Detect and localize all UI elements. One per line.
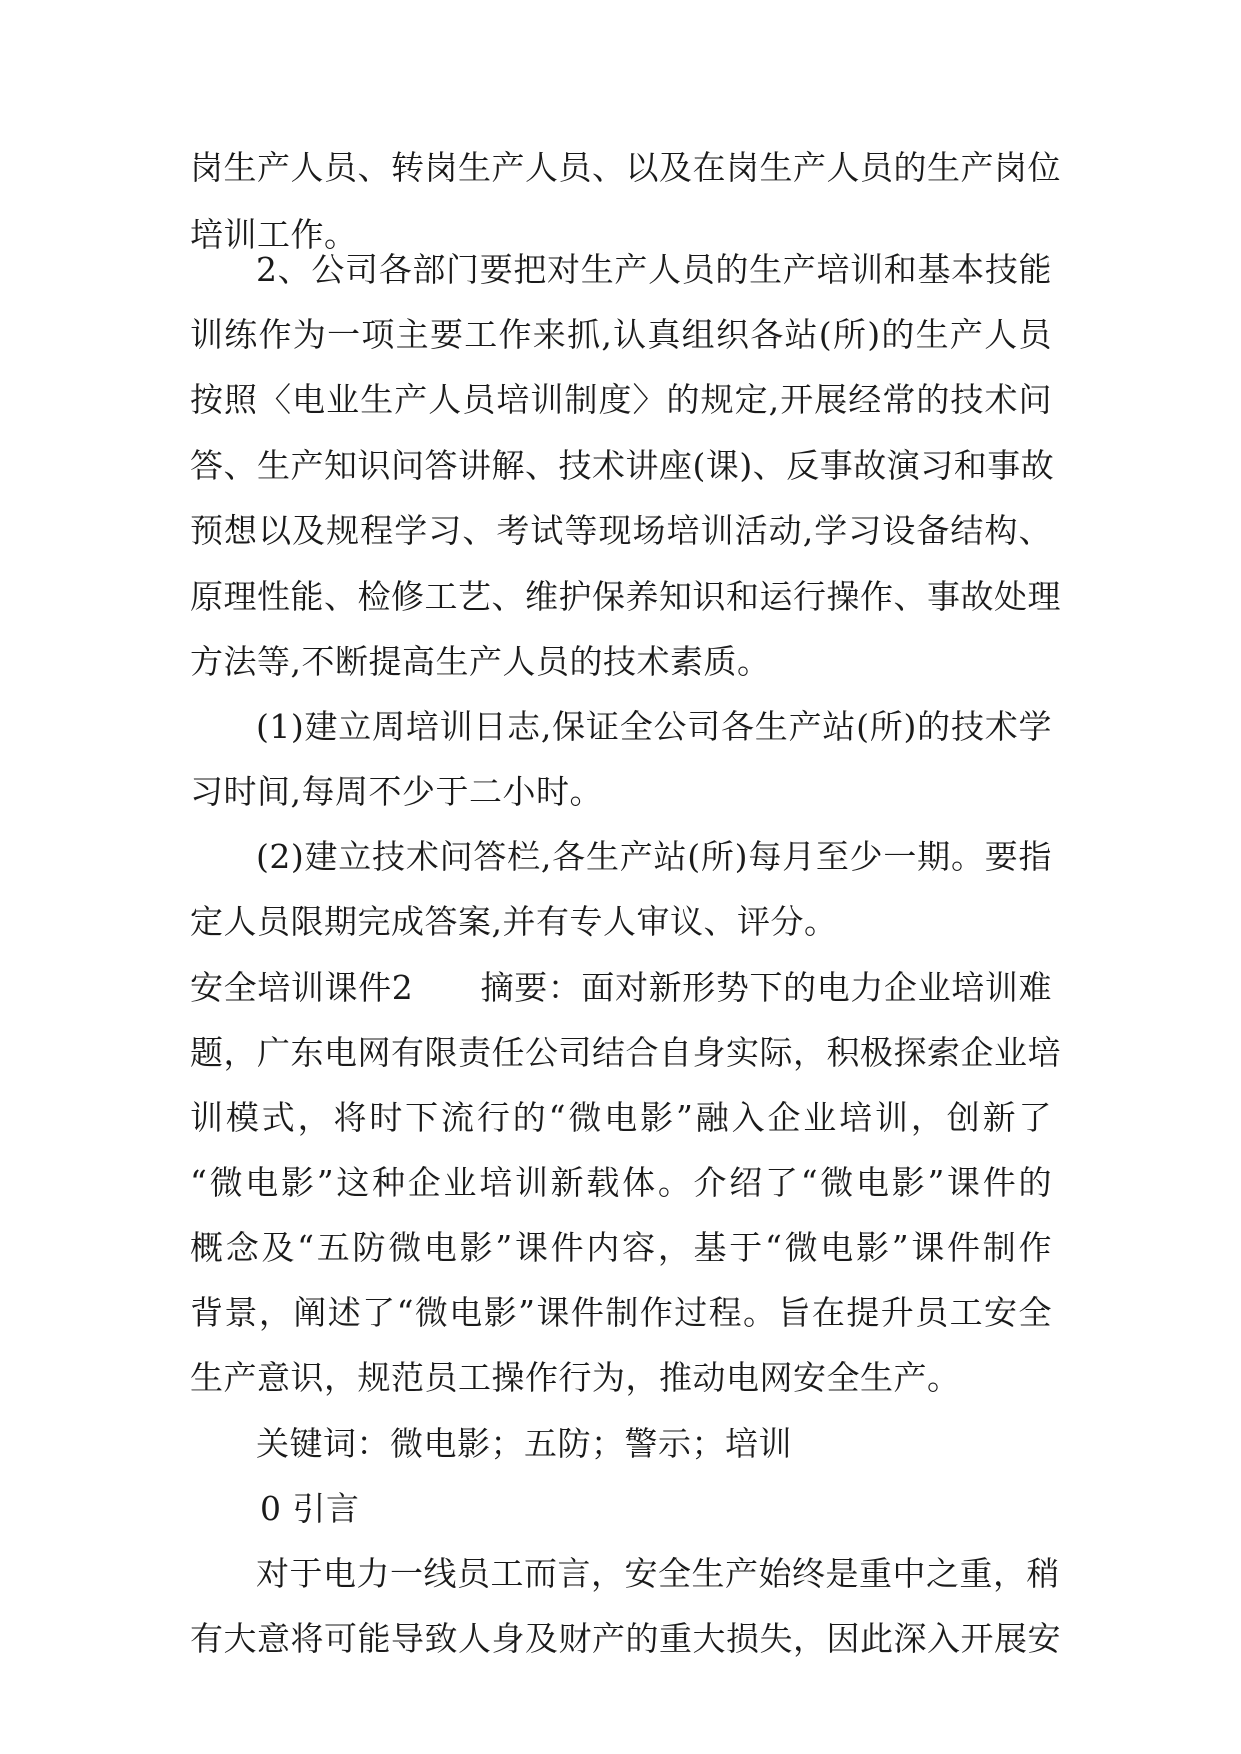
text-line: 有大意将可能导致人身及财产的重大损失，因此深入开展安 <box>190 1619 1061 1658</box>
text-line: (2)建立技术问答栏,各生产站(所)每月至少一期。要指 <box>256 837 1052 876</box>
text-line: “微电影”这种企业培训新载体。介绍了“微电影”课件的 <box>190 1163 1052 1202</box>
text-line: 背景，阐述了“微电影”课件制作过程。旨在提升员工安全 <box>190 1293 1052 1332</box>
text-line: 培训工作。 <box>190 215 358 254</box>
text-line: 预想以及规程学习、考试等现场培训活动,学习设备结构、 <box>190 511 1052 550</box>
section-heading: 0 引言 <box>260 1489 360 1528</box>
text-line: 习时间,每周不少于二小时。 <box>190 772 603 811</box>
text-line: 生产意识，规范员工操作行为，推动电网安全生产。 <box>190 1358 961 1397</box>
keywords-line: 关键词：微电影；五防；警示；培训 <box>256 1424 792 1463</box>
text-line: 岗生产人员、转岗生产人员、以及在岗生产人员的生产岗位 <box>190 148 1061 187</box>
text-line: 训模式，将时下流行的“微电影”融入企业培训，创新了 <box>190 1098 1052 1137</box>
text-line: 原理性能、检修工艺、维护保养知识和运行操作、事故处理 <box>190 577 1061 616</box>
text-line: 安全培训课件2 摘要：面对新形势下的电力企业培训难 <box>190 968 1052 1007</box>
text-line: 方法等,不断提高生产人员的技术素质。 <box>190 642 771 681</box>
text-line: 2、公司各部门要把对生产人员的生产培训和基本技能 <box>256 250 1052 289</box>
text-line: 答、生产知识问答讲解、技术讲座(课)、反事故演习和事故 <box>190 446 1055 485</box>
text-line: (1)建立周培训日志,保证全公司各生产站(所)的技术学 <box>256 707 1052 746</box>
text-line: 训练作为一项主要工作来抓,认真组织各站(所)的生产人员 <box>190 315 1052 354</box>
text-line: 概念及“五防微电影”课件内容，基于“微电影”课件制作 <box>190 1228 1052 1267</box>
text-line: 按照〈电业生产人员培训制度〉的规定,开展经常的技术问 <box>190 380 1052 419</box>
text-line: 对于电力一线员工而言，安全生产始终是重中之重，稍 <box>256 1554 1060 1593</box>
text-line: 题，广东电网有限责任公司结合自身实际，积极探索企业培 <box>190 1033 1061 1072</box>
text-line: 定人员限期完成答案,并有专人审议、评分。 <box>190 902 838 941</box>
